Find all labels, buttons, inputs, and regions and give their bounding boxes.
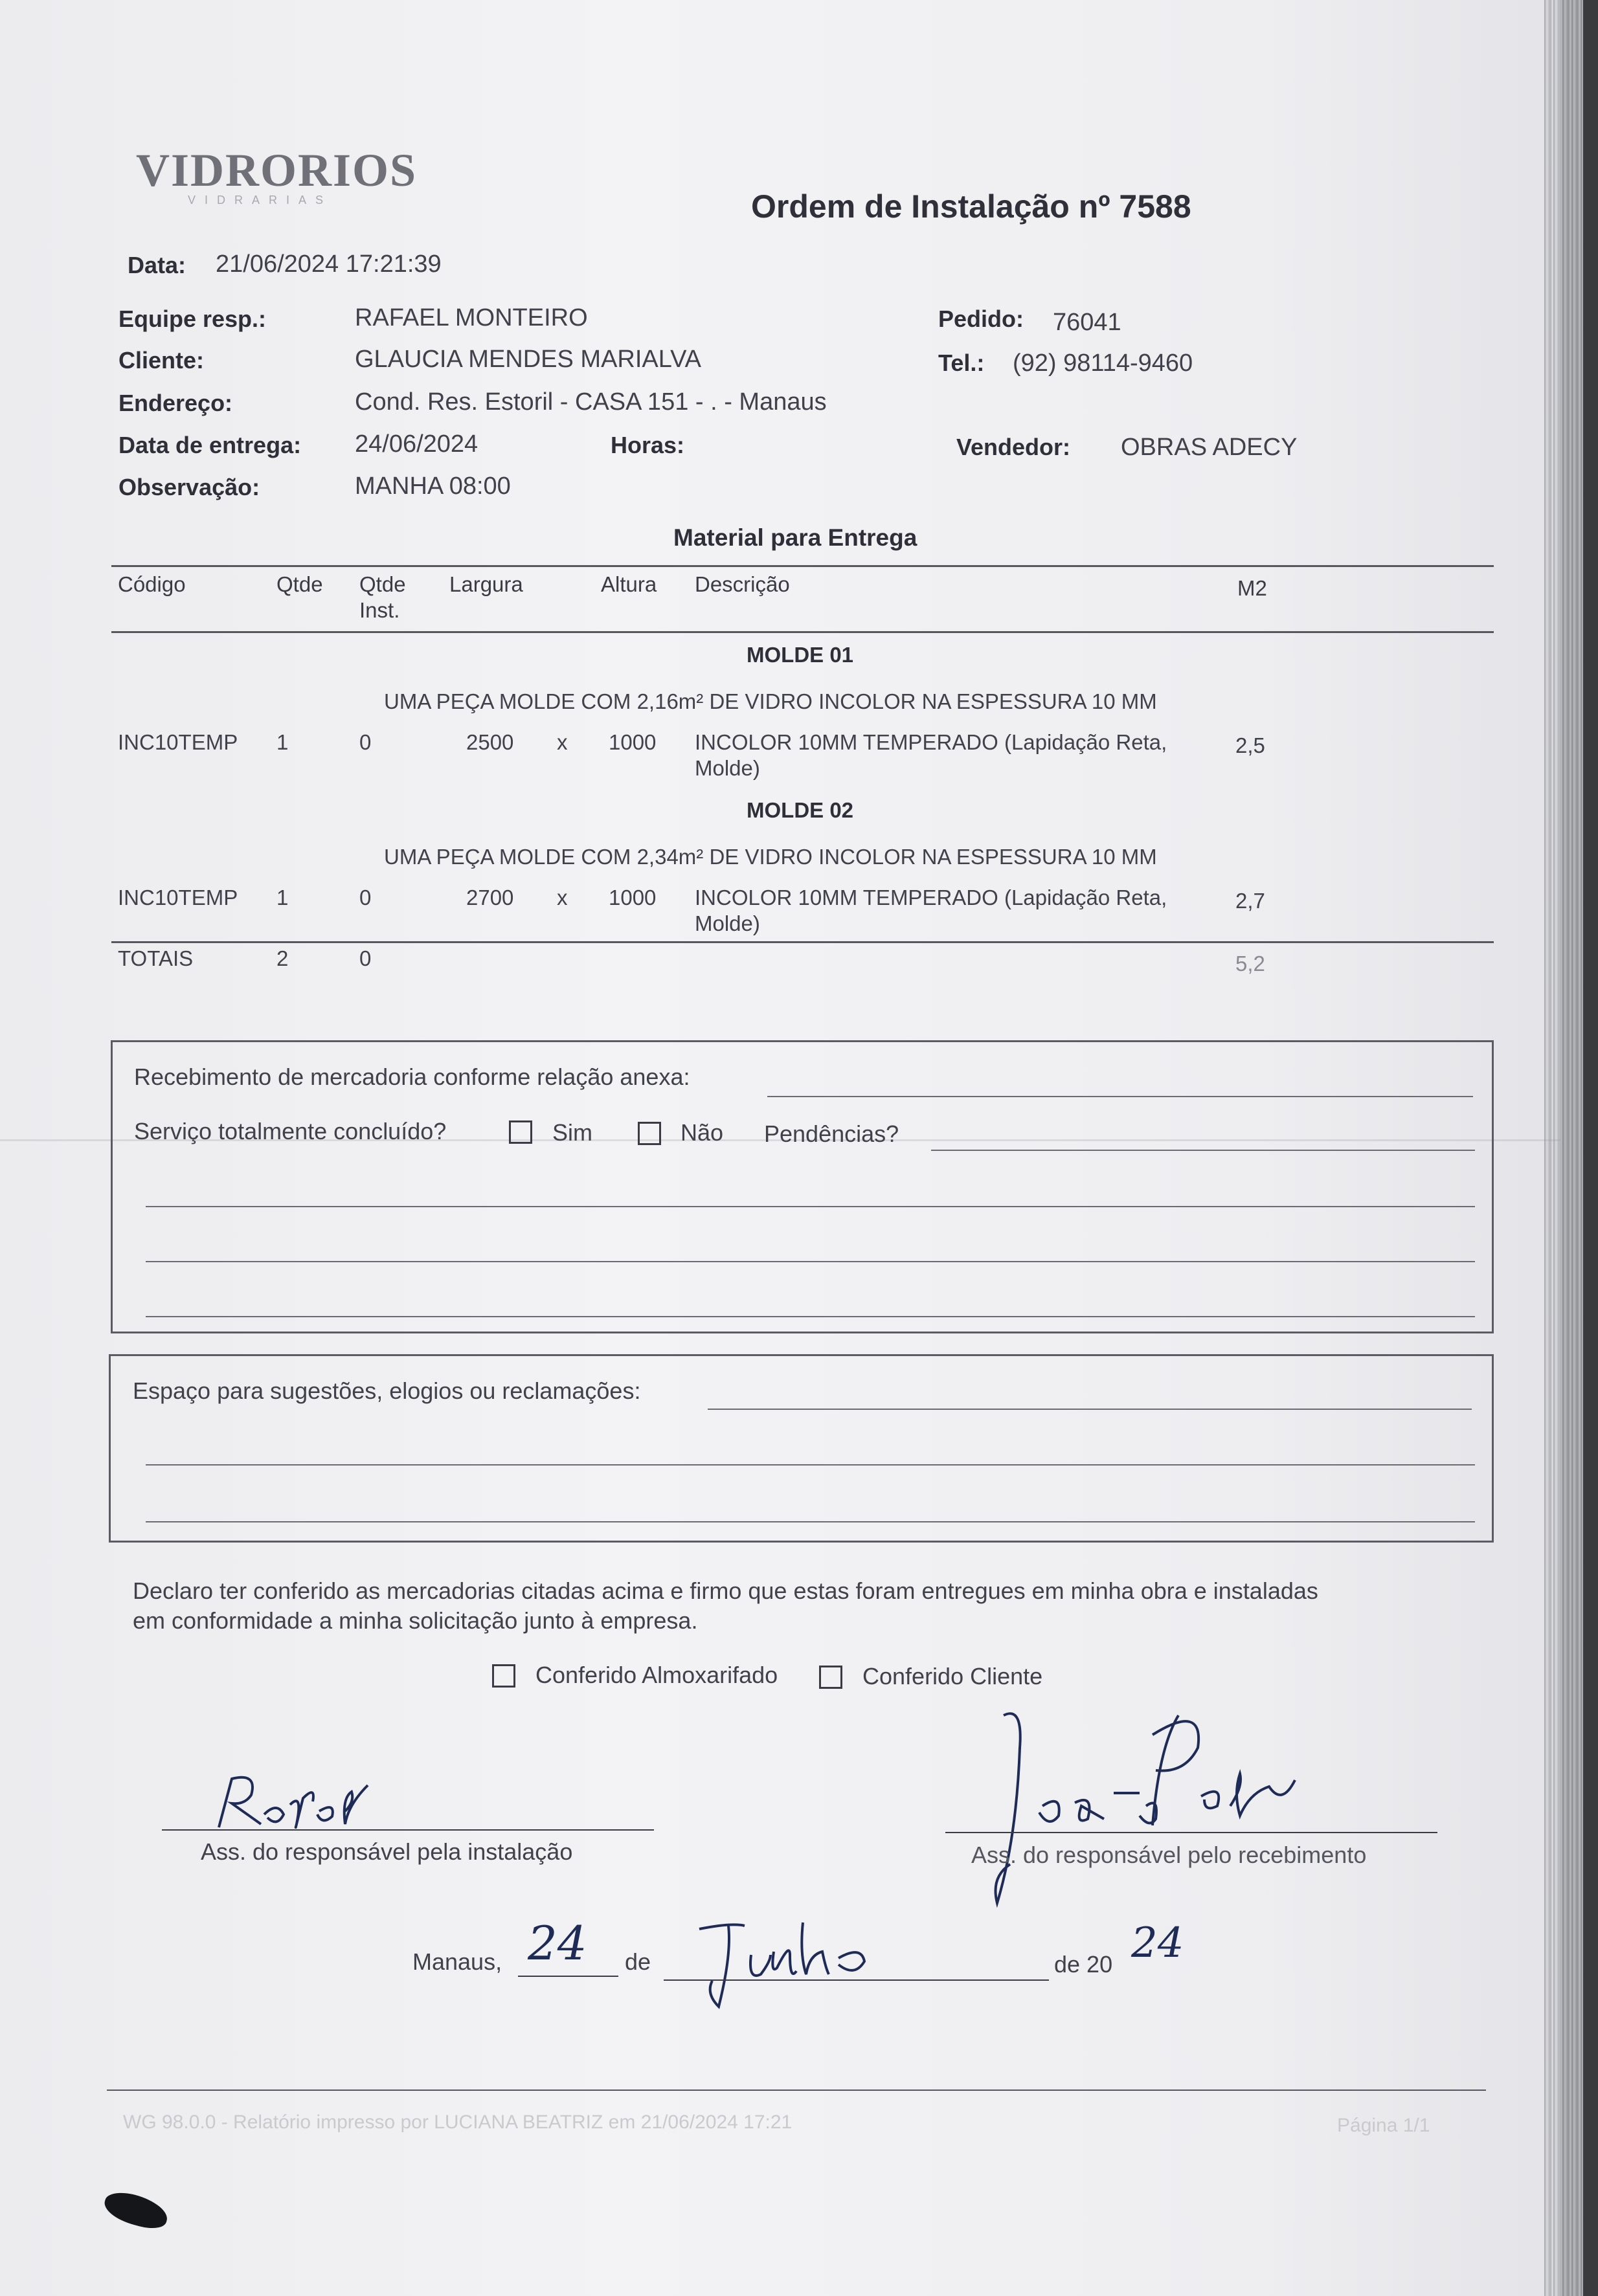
cell-largura: 2700 (466, 886, 514, 909)
tel-label: Tel.: (938, 350, 985, 376)
place-city: Manaus, (412, 1948, 502, 1975)
group-note: UMA PEÇA MOLDE COM 2,34m² DE VIDRO INCOLOR NA ESPESSURA 10 MM (384, 845, 1157, 869)
endereco-value: Cond. Res. Estoril - CASA 151 - . - Manaus (355, 388, 827, 416)
cell-qtde-inst: 0 (359, 886, 372, 909)
day-line (518, 1976, 618, 1977)
receiver-signature (984, 1709, 1321, 1916)
cell-qtde: 1 (276, 886, 289, 909)
tel-value: (92) 98114-9460 (1013, 350, 1193, 377)
cell-altura: 1000 (609, 886, 657, 909)
pendencias-label: Pendências? (764, 1120, 899, 1147)
declaration-line-2: em conformidade a minha solicitação junto à empresa. (133, 1607, 698, 1634)
nao-label: Não (681, 1119, 724, 1146)
pedido-label: Pedido: (938, 306, 1024, 332)
date-de-2: de 20 (1054, 1951, 1113, 1978)
footer-right: Página 1/1 (1337, 2115, 1430, 2136)
endereco-label: Endereço: (118, 390, 233, 416)
totals-label: TOTAIS (118, 946, 194, 970)
receiver-signature-label: Ass. do responsável pelo recebimento (971, 1842, 1367, 1868)
receipt-notes-line[interactable] (146, 1206, 1475, 1207)
equipe-value: RAFAEL MONTEIRO (355, 304, 588, 331)
cell-descricao-2: Molde) (695, 911, 760, 935)
cell-x: x (557, 730, 568, 754)
cliente-label: Conferido Cliente (862, 1663, 1043, 1689)
installer-signature (206, 1766, 400, 1844)
table-top-rule (111, 565, 1494, 567)
cell-descricao-2: Molde) (695, 756, 760, 780)
cliente-checkbox[interactable] (819, 1666, 842, 1689)
col-qtde-inst-1: Qtde (359, 572, 406, 596)
receipt-line-label: Recebimento de mercadoria conforme relação anexa: (134, 1064, 690, 1090)
cell-m2: 2,5 (1235, 733, 1265, 757)
nao-checkbox[interactable] (638, 1122, 661, 1145)
col-codigo: Código (118, 572, 186, 596)
cell-qtde: 1 (276, 730, 289, 754)
col-descricao: Descrição (695, 572, 790, 596)
pendencias-field[interactable] (931, 1150, 1475, 1151)
installer-signature-label: Ass. do responsável pela instalação (201, 1838, 573, 1865)
suggestions-line[interactable] (146, 1464, 1475, 1466)
sim-checkbox[interactable] (509, 1120, 532, 1144)
obs-value: MANHA 08:00 (355, 473, 511, 500)
logo-text: VIDRORIOS (136, 144, 418, 196)
pedido-value: 76041 (1053, 309, 1121, 336)
obs-label: Observação: (118, 474, 260, 500)
cell-qtde-inst: 0 (359, 730, 372, 754)
horas-label: Horas: (611, 432, 685, 458)
receipt-notes-line[interactable] (146, 1316, 1475, 1317)
receipt-notes-line[interactable] (146, 1261, 1475, 1262)
equipe-label: Equipe resp.: (118, 306, 267, 332)
almoxarifado-label: Conferido Almoxarifado (535, 1662, 778, 1688)
date-day[interactable]: 24 (528, 1916, 587, 1970)
totals-m2: 5,2 (1235, 952, 1265, 975)
cell-altura: 1000 (609, 730, 657, 754)
col-qtde: Qtde (276, 572, 323, 596)
installer-signature-line (162, 1829, 654, 1831)
date-de-1: de (625, 1948, 651, 1975)
table-totals-rule (111, 941, 1494, 943)
month-line (664, 1979, 1049, 1981)
cell-largura: 2500 (466, 730, 514, 754)
data-label: Data: (128, 252, 186, 278)
col-m2: M2 (1237, 576, 1267, 600)
vendedor-value: OBRAS ADECY (1121, 434, 1298, 461)
almoxarifado-checkbox[interactable] (492, 1664, 515, 1688)
entrega-label: Data de entrega: (118, 432, 302, 458)
group-title: MOLDE 01 (747, 643, 854, 667)
vendedor-label: Vendedor: (956, 434, 1071, 460)
table-header-rule (111, 631, 1494, 633)
cliente-label: Cliente: (118, 347, 205, 373)
paper-edge (1544, 0, 1583, 2296)
cell-codigo: INC10TEMP (118, 730, 238, 754)
declaration-line-1: Declaro ter conferido as mercadorias citadas acima e firmo que estas foram entregues em minha obra e instaladas (133, 1577, 1318, 1604)
company-logo (136, 144, 417, 207)
entrega-value: 24/06/2024 (355, 430, 478, 458)
service-question: Serviço totalmente concluído? (134, 1118, 447, 1144)
receipt-line-field[interactable] (767, 1096, 1473, 1097)
footer-rule (107, 2090, 1486, 2091)
table-caption: Material para Entrega (673, 524, 917, 551)
col-qtde-inst-2: Inst. (359, 598, 400, 622)
col-altura: Altura (601, 572, 657, 596)
date-year[interactable]: 24 (1131, 1919, 1184, 1967)
data-value: 21/06/2024 17:21:39 (216, 251, 442, 278)
cell-x: x (557, 886, 568, 909)
group-note: UMA PEÇA MOLDE COM 2,16m² DE VIDRO INCOLOR NA ESPESSURA 10 MM (384, 689, 1157, 713)
col-largura: Largura (449, 572, 523, 596)
totals-qtde: 2 (276, 946, 289, 970)
cell-codigo: INC10TEMP (118, 886, 238, 909)
logo-tagline: VIDRARIAS (188, 194, 333, 206)
footer-left: WG 98.0.0 - Relatório impresso por LUCIANA BEATRIZ em 21/06/2024 17:21 (123, 2112, 793, 2133)
suggestions-field[interactable] (708, 1409, 1472, 1410)
suggestions-line[interactable] (146, 1521, 1475, 1522)
cliente-value: GLAUCIA MENDES MARIALVA (355, 346, 701, 373)
cell-m2: 2,7 (1235, 889, 1265, 913)
totals-qtde-inst: 0 (359, 946, 372, 970)
cell-descricao-1: INCOLOR 10MM TEMPERADO (Lapidação Reta, (695, 886, 1167, 909)
suggestions-label: Espaço para sugestões, elogios ou reclamações: (133, 1377, 641, 1404)
receiver-signature-line (945, 1832, 1437, 1833)
month-handwriting (693, 1916, 887, 2013)
page-title: Ordem de Instalação nº 7588 (751, 188, 1191, 225)
group-title: MOLDE 02 (747, 798, 854, 822)
cell-descricao-1: INCOLOR 10MM TEMPERADO (Lapidação Reta, (695, 730, 1167, 754)
sim-label: Sim (552, 1119, 592, 1146)
